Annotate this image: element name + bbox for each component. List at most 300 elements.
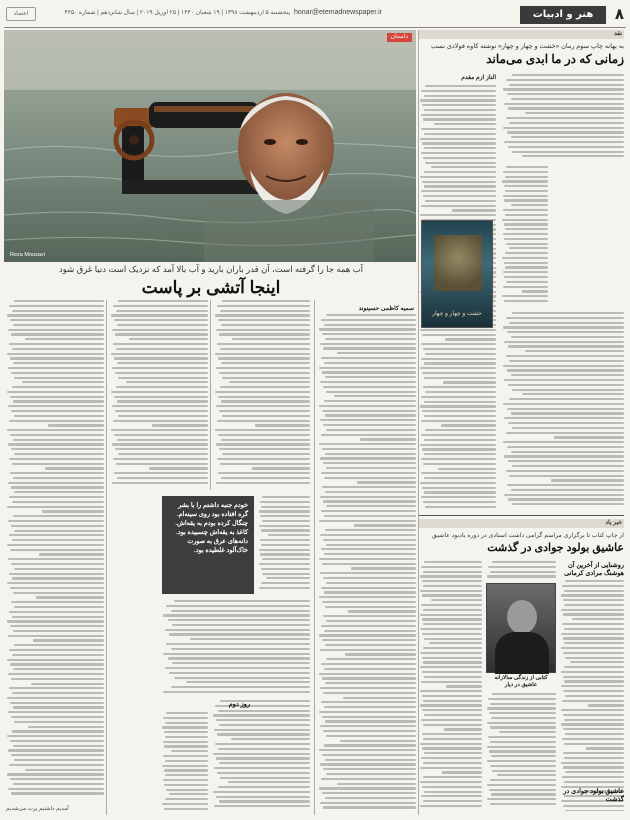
text-line — [445, 338, 496, 340]
text-line — [511, 374, 624, 376]
text-line — [116, 348, 208, 350]
text-line — [111, 429, 208, 431]
text-line — [424, 676, 482, 678]
text-line — [162, 803, 208, 805]
text-line — [259, 549, 310, 551]
text-line — [326, 582, 416, 584]
text-line — [420, 176, 496, 178]
text-line — [506, 281, 548, 283]
text-line — [508, 146, 624, 148]
text-line — [325, 414, 416, 416]
text-line — [323, 768, 416, 770]
text-line — [9, 764, 104, 766]
text-line — [7, 544, 104, 546]
story-divider — [419, 515, 624, 516]
text-line — [112, 367, 208, 369]
text-line — [511, 136, 624, 138]
text-line — [489, 789, 556, 791]
text-line — [7, 659, 104, 661]
text-line — [163, 653, 310, 655]
text-line — [506, 355, 624, 357]
text-line — [111, 314, 208, 316]
text-line — [321, 357, 416, 359]
text-line — [216, 329, 310, 331]
text-line — [252, 467, 310, 469]
obituary-story — [419, 515, 624, 815]
text-line — [562, 585, 624, 587]
text-line — [8, 635, 104, 637]
text-line — [564, 743, 624, 745]
text-line — [424, 638, 482, 640]
text-line — [319, 367, 416, 369]
lead-story — [419, 30, 624, 515]
text-line — [324, 668, 416, 670]
text-line — [507, 408, 624, 410]
text-line — [490, 765, 557, 767]
text-line — [113, 343, 208, 345]
text-line — [422, 671, 482, 673]
text-line — [424, 377, 496, 379]
text-line — [421, 604, 482, 606]
text-line — [340, 740, 416, 742]
text-line — [10, 319, 104, 321]
text-line — [14, 759, 104, 761]
text-line — [505, 190, 548, 192]
text-line — [423, 157, 496, 159]
text-line — [321, 587, 416, 589]
text-line — [7, 773, 104, 775]
text-line — [509, 122, 624, 124]
text-line — [431, 599, 482, 601]
text-line — [422, 594, 482, 596]
text-line — [503, 365, 624, 367]
text-line — [218, 357, 310, 359]
text-line — [9, 458, 104, 460]
text-line — [320, 419, 416, 421]
text-line — [504, 199, 548, 201]
text-line — [425, 85, 496, 87]
portrait-caption: کتابی از زندگی سالارانه عاشیق در دیار — [494, 675, 548, 688]
text-line — [9, 305, 104, 307]
feature-body-col-4 — [6, 300, 104, 800]
text-line — [322, 410, 416, 412]
text-line — [259, 510, 310, 512]
text-line — [166, 605, 310, 607]
text-line — [423, 463, 496, 465]
text-line — [221, 439, 310, 441]
text-line — [321, 663, 416, 665]
text-line — [424, 362, 496, 364]
text-line — [503, 233, 548, 235]
text-line — [423, 776, 482, 778]
text-line — [215, 429, 310, 431]
obit-title: عاشیق بولود جوادی در گذشت — [487, 542, 624, 554]
text-line — [169, 793, 208, 795]
text-line — [10, 396, 104, 398]
feature-col-rule-1 — [314, 300, 315, 815]
text-line — [320, 725, 416, 727]
text-line — [25, 338, 104, 340]
text-line — [13, 745, 104, 747]
text-line — [562, 776, 624, 778]
text-line — [424, 752, 482, 754]
text-line — [324, 477, 416, 479]
text-line — [420, 781, 482, 783]
text-line — [525, 112, 624, 114]
feature-headline: اینجا آتشی بر پاست — [141, 278, 281, 297]
text-line — [165, 736, 208, 738]
text-line — [10, 472, 104, 474]
text-line — [219, 410, 310, 412]
text-line — [563, 728, 624, 730]
text-line — [321, 319, 416, 321]
text-line — [511, 412, 624, 414]
text-line — [325, 606, 416, 608]
text-line — [114, 472, 208, 474]
feature-body-col-3-tail — [162, 712, 208, 814]
text-line — [492, 561, 556, 563]
text-line — [323, 577, 416, 579]
text-line — [503, 127, 624, 129]
text-line — [111, 391, 208, 393]
text-line — [420, 690, 482, 692]
text-line — [116, 310, 208, 312]
text-line — [8, 482, 104, 484]
flooded-sewing-machine-photo — [4, 30, 416, 262]
lead-body-col-2-top — [502, 74, 624, 164]
text-line — [423, 195, 496, 197]
text-line — [319, 520, 416, 522]
text-line — [323, 347, 416, 349]
text-line — [487, 746, 556, 748]
text-line — [9, 649, 104, 651]
text-line — [8, 673, 104, 675]
text-line — [214, 729, 310, 731]
page-number: ۸ — [614, 5, 624, 23]
text-line — [492, 693, 556, 695]
text-line — [489, 712, 556, 714]
text-line — [423, 661, 482, 663]
text-line — [14, 377, 104, 379]
obit-body-col-2-top — [486, 561, 556, 581]
text-line — [10, 702, 104, 704]
text-line — [424, 185, 496, 187]
text-line — [215, 314, 310, 316]
text-line — [9, 343, 104, 345]
text-line — [9, 611, 104, 613]
text-line — [112, 482, 208, 484]
text-line — [325, 644, 416, 646]
text-line — [504, 238, 548, 240]
text-line — [509, 360, 624, 362]
text-line — [504, 300, 548, 302]
text-line — [216, 367, 310, 369]
text-line — [10, 434, 104, 436]
text-line — [319, 787, 416, 789]
text-line — [174, 677, 310, 679]
text-line — [219, 724, 310, 726]
obit-sidebox-title: روشنایی از آخرین آن هوشنگ مرادی کرمانی — [564, 562, 624, 577]
text-line — [172, 624, 310, 626]
text-line — [488, 566, 556, 568]
text-line — [12, 654, 104, 656]
text-line — [503, 326, 624, 328]
text-line — [422, 181, 496, 183]
text-line — [326, 429, 416, 431]
text-line — [8, 711, 104, 713]
text-line — [229, 381, 310, 383]
text-line — [508, 498, 624, 500]
text-line — [14, 530, 104, 532]
text-line — [424, 453, 496, 455]
text-line — [508, 345, 624, 347]
text-line — [12, 730, 104, 732]
text-line — [260, 539, 310, 541]
text-line — [509, 398, 624, 400]
text-line — [487, 760, 556, 762]
text-line — [319, 596, 416, 598]
text-line — [420, 614, 482, 616]
text-line — [326, 773, 416, 775]
text-line — [111, 353, 208, 355]
text-line — [12, 616, 104, 618]
text-line — [164, 808, 208, 810]
text-line — [508, 460, 624, 462]
text-line — [343, 697, 417, 699]
text-line — [325, 529, 416, 531]
book-cover-art — [434, 235, 482, 291]
text-line — [488, 698, 556, 700]
text-line — [215, 391, 310, 393]
text-line — [507, 131, 624, 133]
text-line — [424, 147, 496, 149]
text-line — [507, 446, 624, 448]
text-line — [420, 743, 482, 745]
text-line — [502, 219, 548, 221]
text-line — [421, 90, 496, 92]
text-line — [162, 726, 208, 728]
text-line — [337, 352, 416, 354]
text-line — [214, 805, 310, 807]
text-line — [10, 549, 104, 551]
text-line — [324, 515, 416, 517]
text-line — [507, 93, 624, 95]
text-line — [420, 628, 482, 630]
text-line — [565, 657, 624, 659]
text-line — [421, 458, 496, 460]
text-line — [14, 721, 104, 723]
section-email[interactable]: honar@etemadnewspaper.ir — [294, 9, 383, 16]
text-line — [504, 103, 624, 105]
text-line — [324, 362, 416, 364]
text-line — [8, 520, 104, 522]
text-line — [219, 333, 310, 335]
text-line — [320, 496, 416, 498]
text-line — [326, 620, 416, 622]
text-line — [503, 195, 548, 197]
text-line — [512, 389, 624, 391]
feature-body-col-3-top — [110, 300, 208, 490]
text-line — [506, 470, 624, 472]
text-line — [7, 314, 104, 316]
text-line — [11, 333, 104, 335]
text-line — [13, 630, 104, 632]
text-line — [423, 724, 482, 726]
text-line — [488, 736, 556, 738]
text-line — [11, 525, 104, 527]
text-line — [320, 457, 416, 459]
text-line — [420, 214, 496, 216]
text-line — [424, 491, 496, 493]
text-line — [504, 223, 548, 225]
text-line — [422, 372, 496, 374]
text-line — [326, 544, 416, 546]
text-line — [9, 573, 104, 575]
text-line — [324, 706, 416, 708]
text-line — [8, 329, 104, 331]
text-line — [221, 324, 310, 326]
text-line — [217, 772, 310, 774]
text-line — [504, 455, 624, 457]
text-line — [334, 395, 416, 397]
text-line — [7, 391, 104, 393]
text-line — [424, 714, 482, 716]
text-line — [420, 805, 482, 807]
text-line — [420, 704, 482, 706]
text-line — [423, 700, 482, 702]
text-line — [564, 604, 624, 606]
lead-body-col-2-mid — [502, 166, 548, 306]
lead-kicker: نقد — [614, 31, 622, 37]
text-line — [326, 314, 416, 316]
text-line — [218, 319, 310, 321]
text-line — [218, 786, 310, 788]
text-line — [117, 324, 208, 326]
text-line — [323, 692, 416, 694]
text-line — [508, 107, 624, 109]
dateline: پنجشنبه ۵ اردیبهشت ۱۳۹۸ | ۱۹ شعبان ۱۴۴۰ | ۲۵ آوریل ۲۰۱۹ | سال شانزدهم | شماره ۴۳۵۰ — [64, 10, 290, 16]
text-line — [149, 467, 208, 469]
text-line — [490, 803, 557, 805]
text-line — [321, 510, 416, 512]
text-line — [511, 98, 624, 100]
text-line — [222, 377, 310, 379]
text-line — [260, 553, 310, 555]
text-line — [511, 204, 548, 206]
text-line — [425, 506, 496, 508]
text-line — [423, 585, 482, 587]
text-line — [563, 676, 624, 678]
newspaper-logo: اعتماد — [6, 7, 36, 21]
text-line — [9, 496, 104, 498]
text-line — [564, 666, 624, 668]
text-line — [259, 525, 310, 527]
text-line — [320, 534, 416, 536]
text-line — [324, 591, 416, 593]
text-line — [320, 381, 416, 383]
text-line — [163, 614, 310, 616]
text-line — [215, 743, 310, 745]
text-line — [216, 757, 310, 759]
text-line — [116, 386, 208, 388]
text-line — [504, 379, 624, 381]
text-line — [322, 754, 416, 756]
text-line — [431, 166, 496, 168]
text-line — [45, 467, 104, 469]
text-line — [424, 95, 496, 97]
text-line — [168, 657, 310, 659]
text-line — [190, 638, 310, 640]
text-line — [322, 601, 416, 603]
text-line — [504, 494, 624, 496]
text-line — [217, 458, 310, 460]
text-line — [503, 209, 548, 211]
section-tab: هنر و ادبیات — [520, 6, 606, 24]
text-line — [424, 109, 496, 111]
text-line — [11, 601, 104, 603]
text-line — [434, 123, 496, 125]
text-line — [216, 405, 310, 407]
text-line — [420, 575, 482, 577]
text-line — [219, 762, 310, 764]
text-line — [452, 209, 496, 211]
text-line — [13, 706, 104, 708]
text-line — [503, 403, 624, 405]
text-line — [424, 401, 496, 403]
text-line — [9, 687, 104, 689]
text-line — [504, 262, 548, 264]
text-line — [423, 800, 482, 802]
text-line — [13, 362, 104, 364]
text-line — [220, 463, 310, 465]
text-line — [222, 453, 310, 455]
text-line — [165, 722, 208, 724]
text-line — [319, 328, 416, 330]
text-line — [424, 415, 496, 417]
text-line — [563, 714, 624, 716]
feature-body-col-1 — [318, 314, 416, 814]
text-line — [11, 563, 104, 565]
text-line — [114, 434, 208, 436]
text-line — [214, 767, 310, 769]
text-line — [554, 436, 624, 438]
text-line — [11, 792, 104, 794]
text-line — [444, 728, 482, 730]
text-line — [255, 424, 310, 426]
text-line — [512, 503, 624, 505]
text-line — [12, 386, 104, 388]
text-line — [561, 723, 624, 725]
text-line — [217, 420, 310, 422]
text-line — [220, 386, 310, 388]
text-line — [221, 477, 310, 479]
text-line — [218, 748, 310, 750]
text-line — [261, 506, 310, 508]
text-line — [497, 774, 556, 776]
text-line — [325, 682, 416, 684]
text-line — [152, 424, 208, 426]
text-line — [421, 757, 482, 759]
text-line — [322, 486, 416, 488]
text-line — [562, 738, 624, 740]
text-line — [354, 524, 416, 526]
text-line — [259, 563, 310, 565]
text-line — [165, 667, 310, 669]
text-line — [164, 745, 208, 747]
text-line — [221, 400, 310, 402]
text-line — [165, 760, 208, 762]
text-line — [422, 334, 496, 336]
